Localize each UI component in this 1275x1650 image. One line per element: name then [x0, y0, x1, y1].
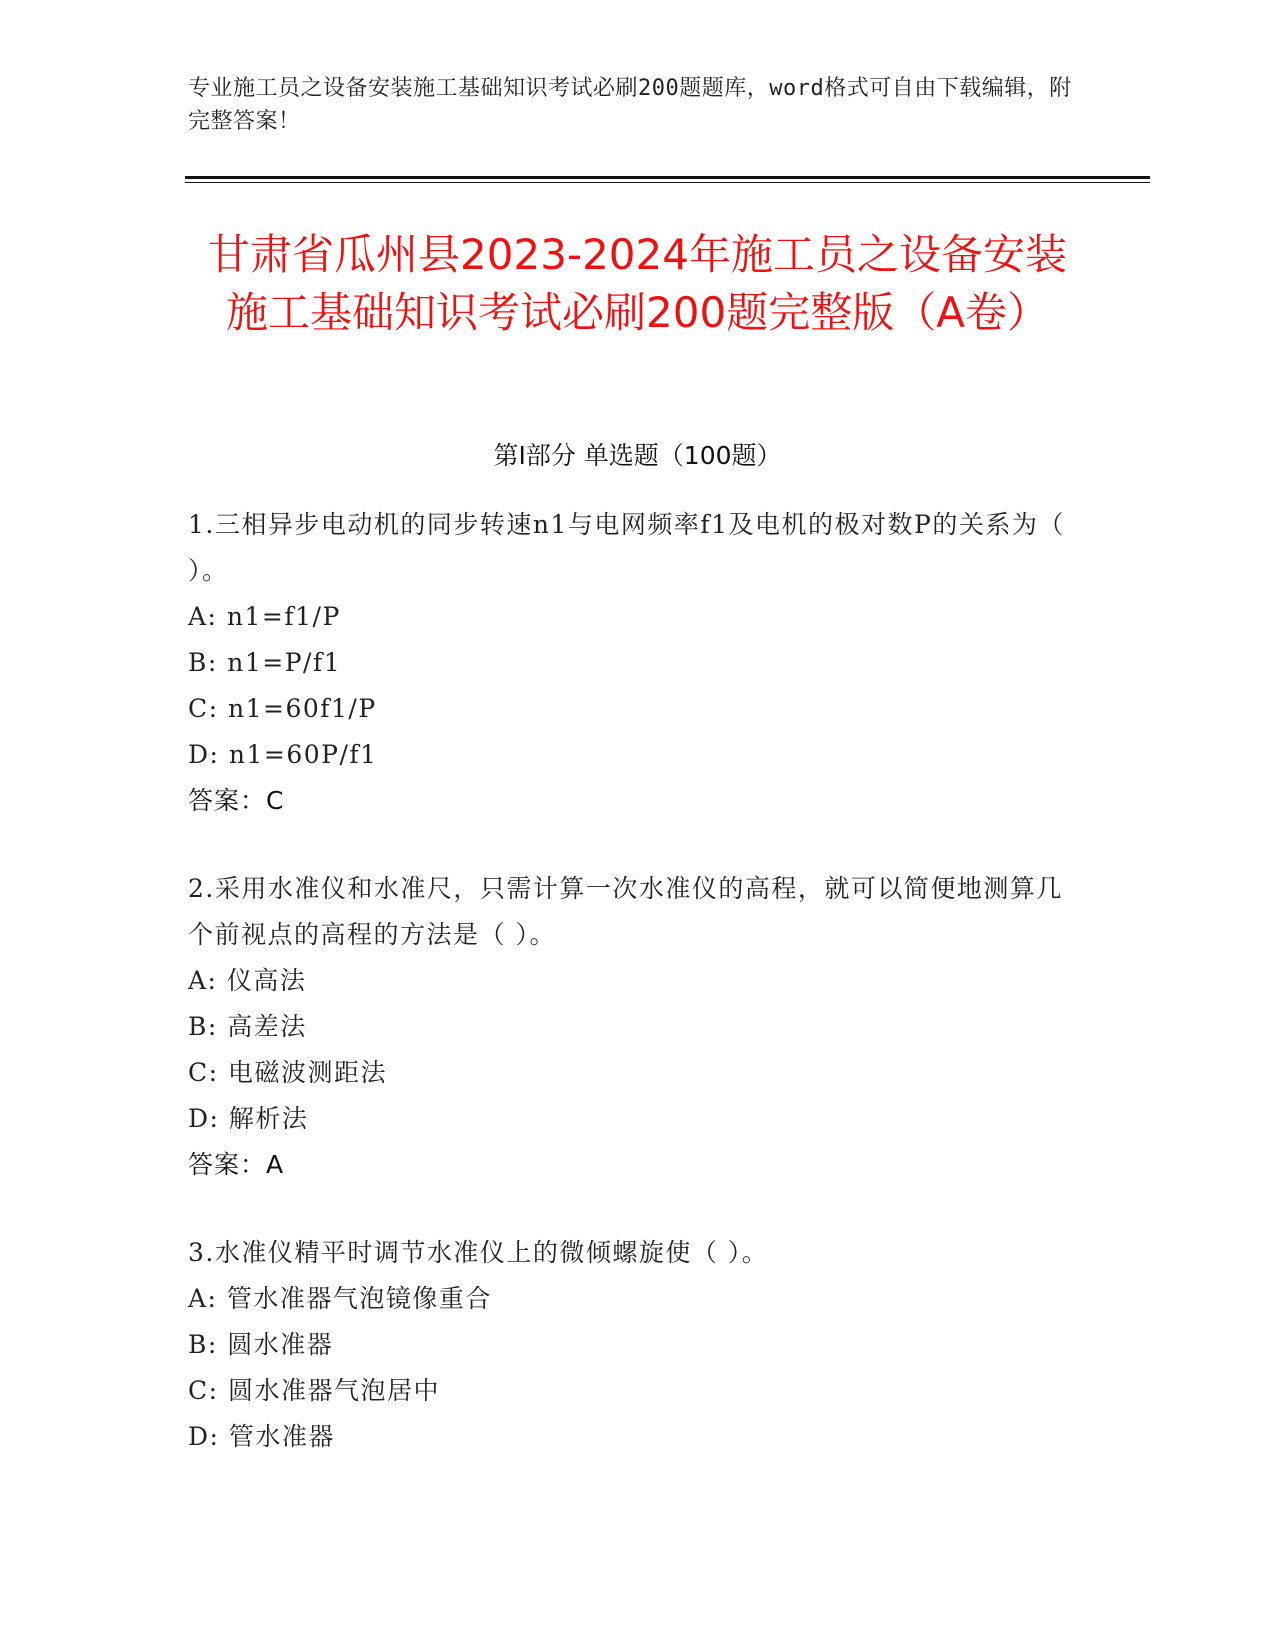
- section-heading: 第I部分 单选题（100题）: [493, 441, 782, 470]
- option-d: D: 管水准器: [188, 1422, 335, 1451]
- header-rule-thin: [185, 182, 1150, 183]
- option-a: A: 仪高法: [188, 966, 307, 995]
- document-title: 甘肃省瓜州县2023-2024年施工员之设备安装施工基础知识考试必刷200题完整版（A卷）: [208, 230, 1067, 337]
- question-stem: 3.水准仪精平时调节水准仪上的微倾螺旋使（ ）。: [188, 1238, 769, 1267]
- option-d: D: 解析法: [188, 1104, 309, 1133]
- question-stem: 1.三相异步电动机的同步转速n1与电网频率f1及电机的极对数P的关系为（ ）。: [188, 510, 1065, 585]
- header-note: 专业施工员之设备安装施工基础知识考试必刷200题题库，word格式可自由下载编辑，附完整答案！: [188, 76, 1072, 134]
- option-a: A: n1=f1/P: [188, 602, 341, 631]
- option-b: B: n1=P/f1: [188, 648, 342, 677]
- option-b: B: 圆水准器: [188, 1330, 334, 1359]
- option-d: D: n1=60P/f1: [188, 740, 378, 769]
- question-3: [188, 1230, 1068, 1460]
- option-a: A: 管水准器气泡镜像重合: [188, 1284, 492, 1313]
- option-b: B: 高差法: [188, 1012, 307, 1041]
- answer: 答案：C: [188, 786, 285, 815]
- header-rule-thick: [185, 176, 1150, 179]
- option-c: C: 圆水准器气泡居中: [188, 1376, 440, 1405]
- question-stem: 2.采用水准仪和水准尺，只需计算一次水准仪的高程，就可以简便地测算几个前视点的高程的方法是（ ）。: [188, 874, 1063, 949]
- question-2: [188, 866, 1068, 1188]
- option-c: C: n1=60f1/P: [188, 694, 377, 723]
- answer: 答案：A: [188, 1150, 285, 1179]
- question-1: [188, 502, 1068, 824]
- option-c: C: 电磁波测距法: [188, 1058, 387, 1087]
